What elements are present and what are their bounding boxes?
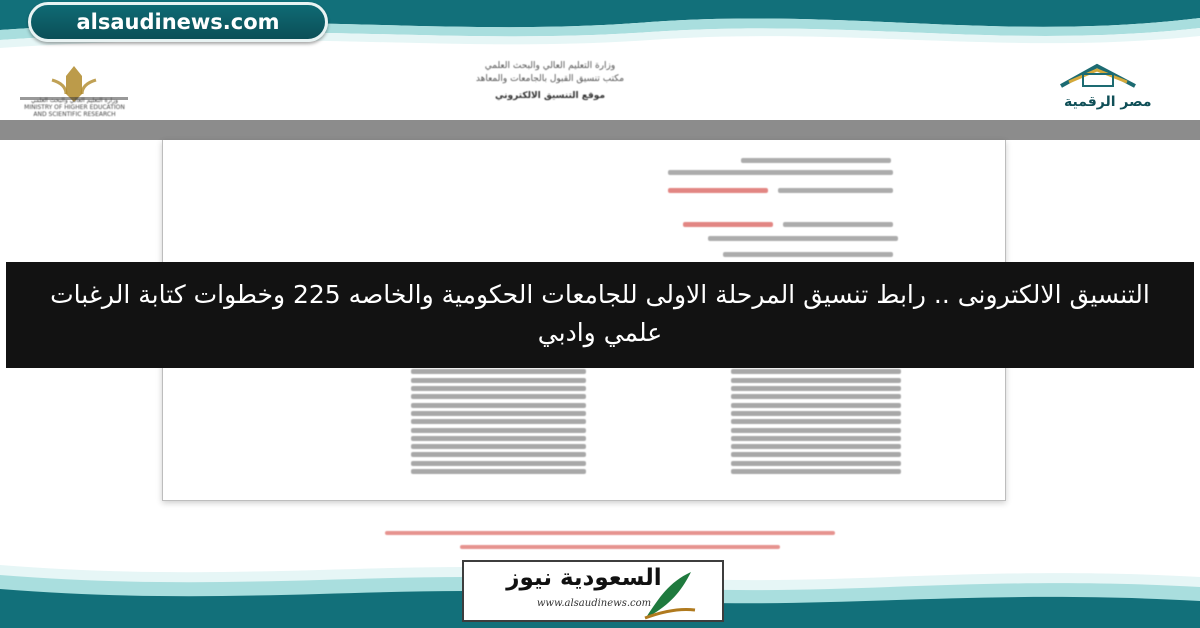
brand-url: www.alsaudinews.com: [536, 598, 652, 609]
doc-list-row: [731, 386, 901, 391]
doc-text-line: [708, 236, 898, 241]
doc-list-row: [731, 411, 901, 416]
portal-nav-bar: [0, 120, 1200, 140]
footer-note-line: [385, 531, 835, 535]
ministry-line-1: وزارة التعليم العالي والبحث العلمي: [484, 61, 616, 71]
brand-name-arabic: السعودية نيوز: [506, 565, 662, 591]
doc-list-row: [411, 386, 586, 391]
ministry-logo-caption: وزارة التعليم العالي والبحث العلمي MINISTRY OF HIGHER EDUCATION AND SCIENTIFIC RESEARCH: [24, 97, 125, 118]
doc-text-line: [723, 252, 893, 257]
doc-text-line: [783, 222, 893, 227]
doc-list-row: [731, 378, 901, 383]
digital-egypt-logo-icon: [1055, 60, 1140, 120]
doc-list-row: [411, 378, 586, 383]
doc-list-row: [411, 419, 586, 424]
doc-list-row: [731, 394, 901, 399]
doc-red-link: [683, 222, 773, 227]
footer-note-line: [460, 545, 780, 549]
doc-text-line: [741, 158, 891, 163]
doc-list-row: [411, 436, 586, 441]
brand-quill-icon: [639, 568, 699, 620]
doc-list-row: [731, 444, 901, 449]
doc-list-row: [731, 419, 901, 424]
doc-list-row: [411, 452, 586, 457]
doc-list-row: [731, 403, 901, 408]
doc-list-row: [731, 369, 901, 374]
ministry-title: [470, 60, 630, 103]
ministry-line-2: مكتب تنسيق القبول بالجامعات والمعاهد: [475, 74, 625, 84]
doc-list-row: [411, 428, 586, 433]
digital-egypt-label: مصر الرقمية: [1064, 94, 1152, 110]
ministry-line-3: موقع التنسيق الالكتروني: [494, 91, 606, 101]
doc-list-row: [411, 403, 586, 408]
doc-list-row: [411, 411, 586, 416]
doc-list-row: [411, 461, 586, 466]
doc-list-row: [411, 369, 586, 374]
doc-list-row: [731, 436, 901, 441]
doc-list-row: [411, 469, 586, 474]
brand-logo-box: [462, 560, 724, 622]
doc-list-row: [411, 444, 586, 449]
doc-red-link: [668, 188, 768, 193]
site-domain-badge[interactable]: alsaudinews.com: [28, 2, 328, 42]
article-headline-banner: التنسيق الالكترونى .. رابط تنسيق المرحلة الاولى للجامعات الحكومية والخاصه 225 وخطوات كتابة الرغبات علمي وادبي: [6, 262, 1194, 368]
doc-list-row: [731, 469, 901, 474]
doc-text-line: [668, 170, 893, 175]
doc-text-line: [778, 188, 893, 193]
doc-list-row: [731, 428, 901, 433]
doc-list-row: [731, 461, 901, 466]
doc-list-row: [731, 452, 901, 457]
doc-list-row: [411, 394, 586, 399]
